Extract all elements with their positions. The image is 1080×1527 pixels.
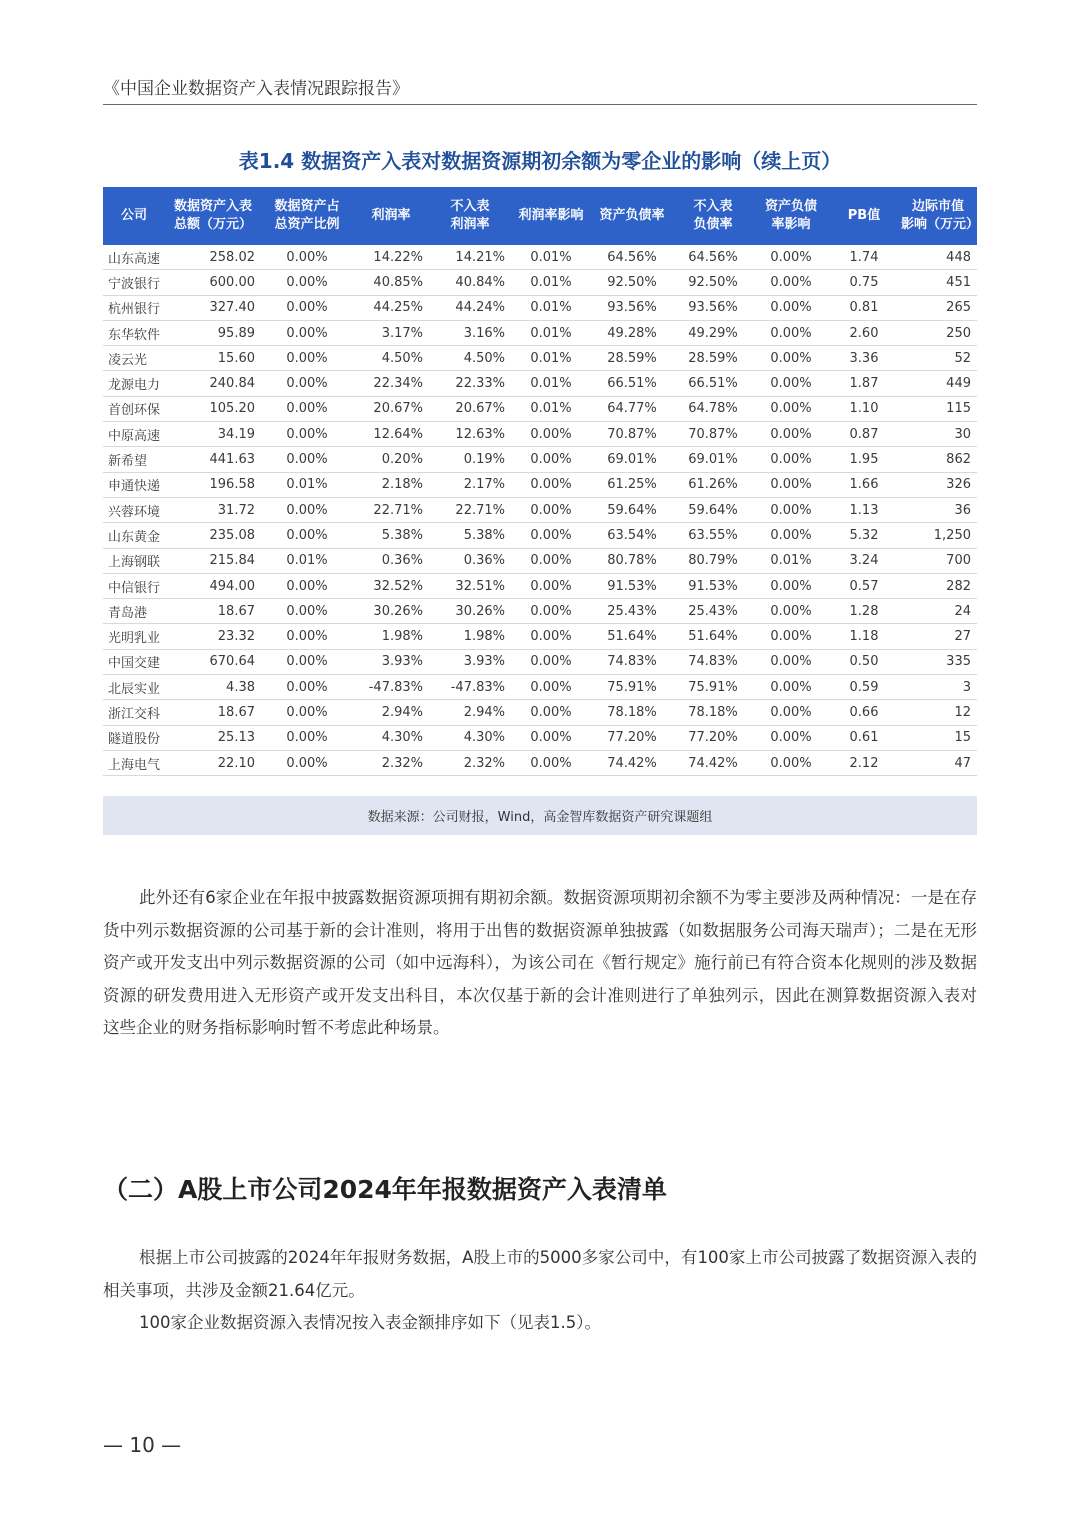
table-cell: 265: [899, 295, 977, 320]
table-cell: 22.71%: [429, 497, 511, 522]
table-cell: 258.02: [165, 245, 261, 270]
table-row: [103, 750, 977, 775]
table-cell: 32.51%: [429, 573, 511, 598]
table-cell: 1.95: [829, 447, 899, 472]
table-cell: 75.91%: [673, 675, 753, 700]
table-cell: 250: [899, 320, 977, 345]
column-header-line: 总额（万元）: [173, 217, 252, 232]
column-header: [753, 187, 829, 245]
table-cell: 74.83%: [591, 649, 673, 674]
table-cell: 105.20: [165, 396, 261, 421]
table-cell: 0.00%: [261, 346, 353, 371]
table-cell: 74.42%: [591, 750, 673, 775]
column-header-line: 数据资产入表: [173, 199, 252, 214]
table-cell: 451: [899, 270, 977, 295]
table-cell: 24: [899, 599, 977, 624]
table-cell: 93.56%: [673, 295, 753, 320]
table-cell: 0.00%: [261, 750, 353, 775]
table-cell: 3.36: [829, 346, 899, 371]
table-cell: 69.01%: [591, 447, 673, 472]
table-cell: 91.53%: [591, 573, 673, 598]
table-cell: 0.00%: [261, 523, 353, 548]
table-cell: 25.43%: [673, 599, 753, 624]
table-row: [103, 523, 977, 548]
table-cell: 0.66: [829, 700, 899, 725]
company-cell: 浙江交科: [103, 700, 165, 725]
table-cell: 0.00%: [261, 649, 353, 674]
table-cell: 14.22%: [353, 245, 429, 270]
table-cell: 30.26%: [353, 599, 429, 624]
paragraph-other-companies: 此外还有6家企业在年报中披露数据资源项拥有期初余额。数据资源项期初余额不为零主要涉及两种情况：一是在存货中列示数据资源的公司基于新的会计准则，将用于出售的数据资源单独披露（如数据服务公司海天瑞声）；二是在无形资产或开发支出中列示数据资源的公司（如中远海科），为该公司在《暂行规定》施行前已有符合资本化规则的涉及数据资源的研发费用进入无形资产或开发支出科目，本次仅基于新的会计准则进行了单独列示，因此在测算数据资源入表对这些企业的财务指标影响时暂不考虑此种场景。: [103, 888, 977, 1037]
table-cell: 0.00%: [753, 270, 829, 295]
table-cell: 0.00%: [261, 396, 353, 421]
table-cell: 1.98%: [429, 624, 511, 649]
company-cell: 新希望: [103, 447, 165, 472]
table-cell: 15.60: [165, 346, 261, 371]
table-cell: 0.00%: [753, 624, 829, 649]
table-cell: 0.61: [829, 725, 899, 750]
table-cell: 0.00%: [753, 675, 829, 700]
table-cell: 0.75: [829, 270, 899, 295]
table-cell: 61.25%: [591, 472, 673, 497]
table-cell: 0.00%: [261, 725, 353, 750]
table-cell: 448: [899, 245, 977, 270]
table-cell: 0.01%: [511, 320, 591, 345]
table-cell: 0.81: [829, 295, 899, 320]
table-cell: 22.10: [165, 750, 261, 775]
company-cell: 凌云光: [103, 346, 165, 371]
table-cell: 69.01%: [673, 447, 753, 472]
table-cell: 74.42%: [673, 750, 753, 775]
table-cell: 0.00%: [753, 447, 829, 472]
table-cell: 34.19: [165, 422, 261, 447]
table-cell: 0.00%: [753, 245, 829, 270]
table-cell: 49.28%: [591, 320, 673, 345]
table-cell: 61.26%: [673, 472, 753, 497]
table-row: [103, 700, 977, 725]
table-cell: 1.10: [829, 396, 899, 421]
table-cell: 0.00%: [511, 573, 591, 598]
table-row: [103, 624, 977, 649]
table-cell: 441.63: [165, 447, 261, 472]
table-cell: 5.38%: [429, 523, 511, 548]
table-cell: 1.87: [829, 371, 899, 396]
table-cell: 31.72: [165, 497, 261, 522]
column-header: [103, 187, 165, 245]
table-cell: 1.13: [829, 497, 899, 522]
column-header-line: 负债率: [693, 217, 733, 232]
table-cell: 2.12: [829, 750, 899, 775]
table-cell: 335: [899, 649, 977, 674]
table-cell: 64.56%: [591, 245, 673, 270]
table-cell: 1,250: [899, 523, 977, 548]
table-cell: 862: [899, 447, 977, 472]
column-header-line: 率影响: [771, 217, 811, 232]
table-cell: 80.78%: [591, 548, 673, 573]
company-cell: 上海钢联: [103, 548, 165, 573]
table-cell: 0.00%: [753, 700, 829, 725]
table-header-row: [103, 187, 977, 245]
table-row: [103, 245, 977, 270]
company-cell: 隧道股份: [103, 725, 165, 750]
table-cell: 74.83%: [673, 649, 753, 674]
table-cell: 64.78%: [673, 396, 753, 421]
table-cell: 75.91%: [591, 675, 673, 700]
table-cell: 0.00%: [753, 371, 829, 396]
table-cell: 15: [899, 725, 977, 750]
company-cell: 龙源电力: [103, 371, 165, 396]
table-cell: 600.00: [165, 270, 261, 295]
table-cell: 63.54%: [591, 523, 673, 548]
column-header: [429, 187, 511, 245]
column-header-line: 数据资产占: [274, 199, 340, 214]
table-cell: 0.00%: [511, 497, 591, 522]
table-cell: 0.00%: [753, 346, 829, 371]
company-cell: 中原高速: [103, 422, 165, 447]
table-cell: 66.51%: [591, 371, 673, 396]
table-row: [103, 725, 977, 750]
section-heading: （二）A股上市公司2024年年报数据资产入表清单: [103, 1175, 667, 1204]
column-header: [829, 187, 899, 245]
column-header: [353, 187, 429, 245]
table-cell: 0.00%: [511, 548, 591, 573]
table-row: [103, 675, 977, 700]
table-cell: 0.00%: [511, 472, 591, 497]
table-source-note: 数据来源：公司财报，Wind，高金智库数据资产研究课题组: [103, 796, 977, 835]
table-cell: 2.94%: [353, 700, 429, 725]
table-cell: 25.13: [165, 725, 261, 750]
table-body: [103, 245, 977, 776]
table-cell: 0.00%: [753, 750, 829, 775]
table-cell: 0.00%: [511, 750, 591, 775]
column-header-line: 不入表: [450, 199, 490, 214]
table-row: [103, 295, 977, 320]
table-cell: 2.17%: [429, 472, 511, 497]
table-cell: 59.64%: [591, 497, 673, 522]
table-cell: 0.00%: [261, 700, 353, 725]
table-cell: 25.43%: [591, 599, 673, 624]
table-cell: 59.64%: [673, 497, 753, 522]
table-cell: 4.30%: [429, 725, 511, 750]
table-cell: 0.01%: [261, 548, 353, 573]
company-cell: 宁波银行: [103, 270, 165, 295]
column-header: [511, 187, 591, 245]
table-cell: 27: [899, 624, 977, 649]
table-cell: 0.36%: [429, 548, 511, 573]
table-cell: 0.00%: [753, 497, 829, 522]
table-cell: 2.18%: [353, 472, 429, 497]
table-cell: 92.50%: [673, 270, 753, 295]
table-cell: 77.20%: [591, 725, 673, 750]
table-cell: 92.50%: [591, 270, 673, 295]
table-cell: 18.67: [165, 599, 261, 624]
table-cell: 40.84%: [429, 270, 511, 295]
table-cell: -47.83%: [353, 675, 429, 700]
table-cell: 0.01%: [753, 548, 829, 573]
table-cell: 0.00%: [753, 422, 829, 447]
table-cell: 0.00%: [753, 472, 829, 497]
table-cell: 0.00%: [753, 523, 829, 548]
table-cell: 22.71%: [353, 497, 429, 522]
column-header-line: 边际市值: [911, 199, 964, 214]
table-cell: 44.25%: [353, 295, 429, 320]
table-cell: 0.87: [829, 422, 899, 447]
table-cell: 0.20%: [353, 447, 429, 472]
table-cell: 0.00%: [753, 295, 829, 320]
table-cell: 5.38%: [353, 523, 429, 548]
page-number: — 10 —: [103, 1433, 182, 1457]
table-cell: 0.00%: [511, 523, 591, 548]
column-header: [165, 187, 261, 245]
table-cell: 47: [899, 750, 977, 775]
table-cell: 0.01%: [511, 396, 591, 421]
table-cell: 44.24%: [429, 295, 511, 320]
table-cell: 66.51%: [673, 371, 753, 396]
table-cell: 0.00%: [753, 725, 829, 750]
column-header-line: 总资产比例: [274, 217, 340, 232]
table-cell: 95.89: [165, 320, 261, 345]
table-cell: 0.00%: [261, 624, 353, 649]
column-header-line: 不入表: [693, 199, 733, 214]
table-cell: 0.00%: [511, 725, 591, 750]
company-cell: 光明乳业: [103, 624, 165, 649]
table-row: [103, 548, 977, 573]
table-cell: 115: [899, 396, 977, 421]
table-cell: 0.00%: [261, 599, 353, 624]
table-cell: 215.84: [165, 548, 261, 573]
table-cell: 1.28: [829, 599, 899, 624]
table-cell: 5.32: [829, 523, 899, 548]
paragraph-summary: 根据上市公司披露的2024年年报财务数据，A股上市的5000多家公司中，有100家上市公司披露了数据资源入表的相关事项，共涉及金额21.64亿元。: [103, 1248, 977, 1300]
table-cell: 196.58: [165, 472, 261, 497]
table-cell: 51.64%: [673, 624, 753, 649]
table-row: [103, 447, 977, 472]
table-cell: 4.50%: [353, 346, 429, 371]
table-cell: 0.00%: [511, 599, 591, 624]
table-cell: 64.56%: [673, 245, 753, 270]
table-cell: 0.00%: [261, 320, 353, 345]
column-header: [261, 187, 353, 245]
table-cell: 28.59%: [591, 346, 673, 371]
table-cell: 20.67%: [353, 396, 429, 421]
table-row: [103, 422, 977, 447]
table-cell: 0.00%: [261, 573, 353, 598]
table-cell: 1.18: [829, 624, 899, 649]
table-cell: 3.16%: [429, 320, 511, 345]
company-cell: 兴蓉环境: [103, 497, 165, 522]
table-cell: 0.00%: [753, 573, 829, 598]
table-cell: 0.00%: [753, 396, 829, 421]
table-cell: 28.59%: [673, 346, 753, 371]
column-header: [591, 187, 673, 245]
table-cell: 18.67: [165, 700, 261, 725]
table-cell: 2.32%: [429, 750, 511, 775]
table-cell: 78.18%: [591, 700, 673, 725]
company-cell: 北辰实业: [103, 675, 165, 700]
table-cell: 22.34%: [353, 371, 429, 396]
table-cell: 0.00%: [753, 649, 829, 674]
table-cell: 0.50: [829, 649, 899, 674]
table-cell: 0.00%: [753, 599, 829, 624]
table-cell: 12.63%: [429, 422, 511, 447]
table-cell: 30: [899, 422, 977, 447]
table-cell: 49.29%: [673, 320, 753, 345]
table-cell: 0.00%: [261, 270, 353, 295]
column-header-line: 公司: [120, 208, 147, 223]
table-cell: 40.85%: [353, 270, 429, 295]
table-cell: 0.00%: [511, 624, 591, 649]
data-table: [103, 187, 980, 776]
table-row: [103, 497, 977, 522]
table-cell: 36: [899, 497, 977, 522]
table-cell: 0.01%: [511, 295, 591, 320]
table-cell: 51.64%: [591, 624, 673, 649]
table-cell: 282: [899, 573, 977, 598]
table-cell: 0.00%: [261, 497, 353, 522]
table-row: [103, 320, 977, 345]
table-cell: 0.19%: [429, 447, 511, 472]
table-cell: 0.00%: [261, 422, 353, 447]
table-cell: 0.01%: [511, 371, 591, 396]
column-header-line: 资产负债率: [599, 208, 665, 223]
table-row: [103, 573, 977, 598]
column-header: [673, 187, 753, 245]
table-cell: 3: [899, 675, 977, 700]
table-cell: 0.01%: [511, 270, 591, 295]
table-cell: 77.20%: [673, 725, 753, 750]
table-cell: 52: [899, 346, 977, 371]
table-cell: 3.93%: [353, 649, 429, 674]
table-cell: 4.50%: [429, 346, 511, 371]
table-cell: 78.18%: [673, 700, 753, 725]
table-cell: 2.32%: [353, 750, 429, 775]
table-cell: 494.00: [165, 573, 261, 598]
table-cell: 0.00%: [511, 447, 591, 472]
table-cell: 449: [899, 371, 977, 396]
company-cell: 山东黄金: [103, 523, 165, 548]
company-cell: 东华软件: [103, 320, 165, 345]
table-cell: 0.01%: [511, 346, 591, 371]
table-cell: 0.00%: [511, 649, 591, 674]
table-cell: 327.40: [165, 295, 261, 320]
running-header: 《中国企业数据资产入表情况跟踪报告》: [103, 74, 977, 105]
table-cell: 80.79%: [673, 548, 753, 573]
table-cell: 12: [899, 700, 977, 725]
company-cell: 中信银行: [103, 573, 165, 598]
table-cell: 22.33%: [429, 371, 511, 396]
table-cell: 0.00%: [261, 447, 353, 472]
company-cell: 杭州银行: [103, 295, 165, 320]
table-cell: 0.01%: [511, 245, 591, 270]
table-cell: 32.52%: [353, 573, 429, 598]
column-header-line: 利润率影响: [518, 208, 584, 223]
table-cell: 0.57: [829, 573, 899, 598]
table-cell: 326: [899, 472, 977, 497]
table-cell: 0.00%: [261, 675, 353, 700]
table-cell: 0.00%: [261, 245, 353, 270]
table-cell: 30.26%: [429, 599, 511, 624]
table-row: [103, 472, 977, 497]
table-cell: 0.00%: [511, 422, 591, 447]
table-cell: 0.00%: [511, 700, 591, 725]
company-cell: 申通快递: [103, 472, 165, 497]
table-cell: 3.24: [829, 548, 899, 573]
table-cell: 2.94%: [429, 700, 511, 725]
table-title: 表1.4 数据资产入表对数据资源期初余额为零企业的影响（续上页）: [238, 149, 842, 173]
table-cell: 70.87%: [591, 422, 673, 447]
column-header-line: PB值: [847, 208, 881, 223]
table-cell: 0.00%: [753, 320, 829, 345]
table-cell: 240.84: [165, 371, 261, 396]
table-cell: 1.66: [829, 472, 899, 497]
column-header-line: 资产负债: [764, 199, 817, 214]
paragraph-table-reference: 100家企业数据资源入表情况按入表金额排序如下（见表1.5）。: [139, 1313, 601, 1332]
table-row: [103, 346, 977, 371]
table-cell: 0.00%: [261, 295, 353, 320]
table-cell: 64.77%: [591, 396, 673, 421]
table-cell: 235.08: [165, 523, 261, 548]
column-header-line: 影响（万元）: [901, 217, 980, 232]
table-cell: 0.01%: [261, 472, 353, 497]
table-cell: 14.21%: [429, 245, 511, 270]
table-cell: 91.53%: [673, 573, 753, 598]
table-cell: 63.55%: [673, 523, 753, 548]
table-cell: 0.00%: [261, 371, 353, 396]
company-cell: 青岛港: [103, 599, 165, 624]
column-header-line: 利润率: [371, 208, 411, 223]
table-cell: 0.36%: [353, 548, 429, 573]
column-header: [899, 187, 980, 245]
table-cell: 2.60: [829, 320, 899, 345]
table-cell: 0.59: [829, 675, 899, 700]
table-cell: 12.64%: [353, 422, 429, 447]
company-cell: 首创环保: [103, 396, 165, 421]
table-cell: 23.32: [165, 624, 261, 649]
company-cell: 山东高速: [103, 245, 165, 270]
table-row: [103, 396, 977, 421]
table-cell: -47.83%: [429, 675, 511, 700]
table-cell: 93.56%: [591, 295, 673, 320]
company-cell: 中国交建: [103, 649, 165, 674]
table-cell: 3.17%: [353, 320, 429, 345]
table-row: [103, 649, 977, 674]
table-row: [103, 371, 977, 396]
table-cell: 70.87%: [673, 422, 753, 447]
table-cell: 0.00%: [511, 675, 591, 700]
table-cell: 670.64: [165, 649, 261, 674]
table-cell: 1.74: [829, 245, 899, 270]
table-cell: 700: [899, 548, 977, 573]
table-cell: 3.93%: [429, 649, 511, 674]
table-cell: 4.30%: [353, 725, 429, 750]
column-header-line: 利润率: [450, 217, 490, 232]
table-row: [103, 270, 977, 295]
table-cell: 4.38: [165, 675, 261, 700]
company-cell: 上海电气: [103, 750, 165, 775]
table-cell: 1.98%: [353, 624, 429, 649]
table-cell: 20.67%: [429, 396, 511, 421]
table-row: [103, 599, 977, 624]
